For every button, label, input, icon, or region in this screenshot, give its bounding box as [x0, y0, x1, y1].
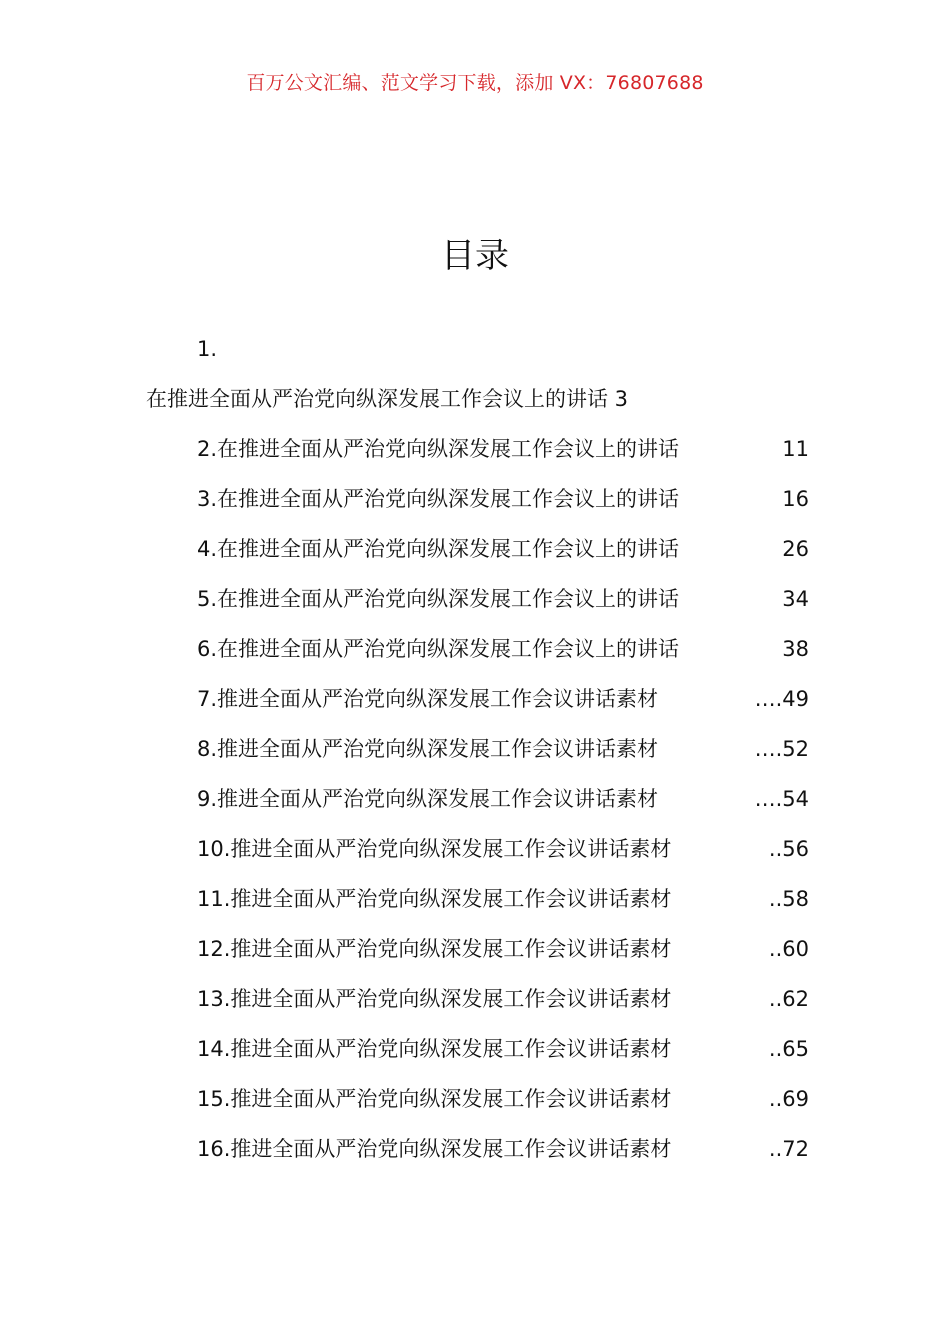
toc-entry-text: 14.推进全面从严治党向纵深发展工作会议讲话素材 — [197, 1037, 672, 1061]
toc-entry-text: 9.推进全面从严治党向纵深发展工作会议讲话素材 — [197, 787, 659, 811]
toc-entry-text: 4.在推进全面从严治党向纵深发展工作会议上的讲话 — [197, 537, 680, 561]
toc-entry — [197, 984, 809, 1014]
toc-entry-text: 11.推进全面从严治党向纵深发展工作会议讲话素材 — [197, 887, 672, 911]
toc-entry — [197, 884, 809, 914]
toc-entry-text: 10.推进全面从严治党向纵深发展工作会议讲话素材 — [197, 837, 672, 861]
toc-entry — [197, 684, 809, 714]
toc-entry — [197, 934, 809, 964]
toc-entry — [197, 1034, 809, 1064]
toc-entry — [197, 434, 809, 464]
toc-entry — [197, 484, 809, 514]
toc-entry-page: ..58 — [768, 887, 809, 911]
toc-entry-page: ..60 — [768, 937, 809, 961]
toc-entry — [197, 784, 809, 814]
toc-entry-page: 34 — [782, 587, 809, 611]
toc-entry — [197, 834, 809, 864]
toc-entry-page: ..69 — [768, 1087, 809, 1111]
toc-entry-1-number: 1. — [197, 337, 218, 361]
toc-entry-page: 11 — [782, 437, 809, 461]
toc-entry-text: 6.在推进全面从严治党向纵深发展工作会议上的讲话 — [197, 637, 680, 661]
toc-title: 目录 — [441, 236, 509, 276]
toc-entry-text: 2.在推进全面从严治党向纵深发展工作会议上的讲话 — [197, 437, 680, 461]
toc-entry — [197, 1134, 809, 1164]
toc-entry-page: 38 — [782, 637, 809, 661]
toc-entry-page: ..65 — [768, 1037, 809, 1061]
toc-entry — [197, 584, 809, 614]
toc-entry-page: ….54 — [754, 787, 809, 811]
toc-entry-text: 15.推进全面从严治党向纵深发展工作会议讲话素材 — [197, 1087, 672, 1111]
toc-entry-text: 7.推进全面从严治党向纵深发展工作会议讲话素材 — [197, 687, 659, 711]
toc-entry — [197, 1084, 809, 1114]
toc-entry-text: 3.在推进全面从严治党向纵深发展工作会议上的讲话 — [197, 487, 680, 511]
toc-entry-page: ..56 — [768, 837, 809, 861]
toc-entry-text: 8.推进全面从严治党向纵深发展工作会议讲话素材 — [197, 737, 659, 761]
toc-entry — [197, 734, 809, 764]
toc-entry-page: 16 — [782, 487, 809, 511]
toc-entry-page: ..62 — [768, 987, 809, 1011]
toc-entry-page: ..72 — [768, 1137, 809, 1161]
toc-entry-text: 5.在推进全面从严治党向纵深发展工作会议上的讲话 — [197, 587, 680, 611]
toc-entry-page: ….49 — [754, 687, 809, 711]
toc-entry-text: 16.推进全面从严治党向纵深发展工作会议讲话素材 — [197, 1137, 672, 1161]
toc-entry-page: ….52 — [754, 737, 809, 761]
toc-entry-1-text: 在推进全面从严治党向纵深发展工作会议上的讲话 3 — [146, 387, 629, 411]
toc-entry — [197, 534, 809, 564]
header-promo-note: 百万公文汇编、范文学习下载，添加 VX：76807688 — [246, 72, 704, 94]
toc-entry-page: 26 — [782, 537, 809, 561]
toc-entry-text: 12.推进全面从严治党向纵深发展工作会议讲话素材 — [197, 937, 672, 961]
toc-entry — [197, 634, 809, 664]
toc-entry-text: 13.推进全面从严治党向纵深发展工作会议讲话素材 — [197, 987, 672, 1011]
